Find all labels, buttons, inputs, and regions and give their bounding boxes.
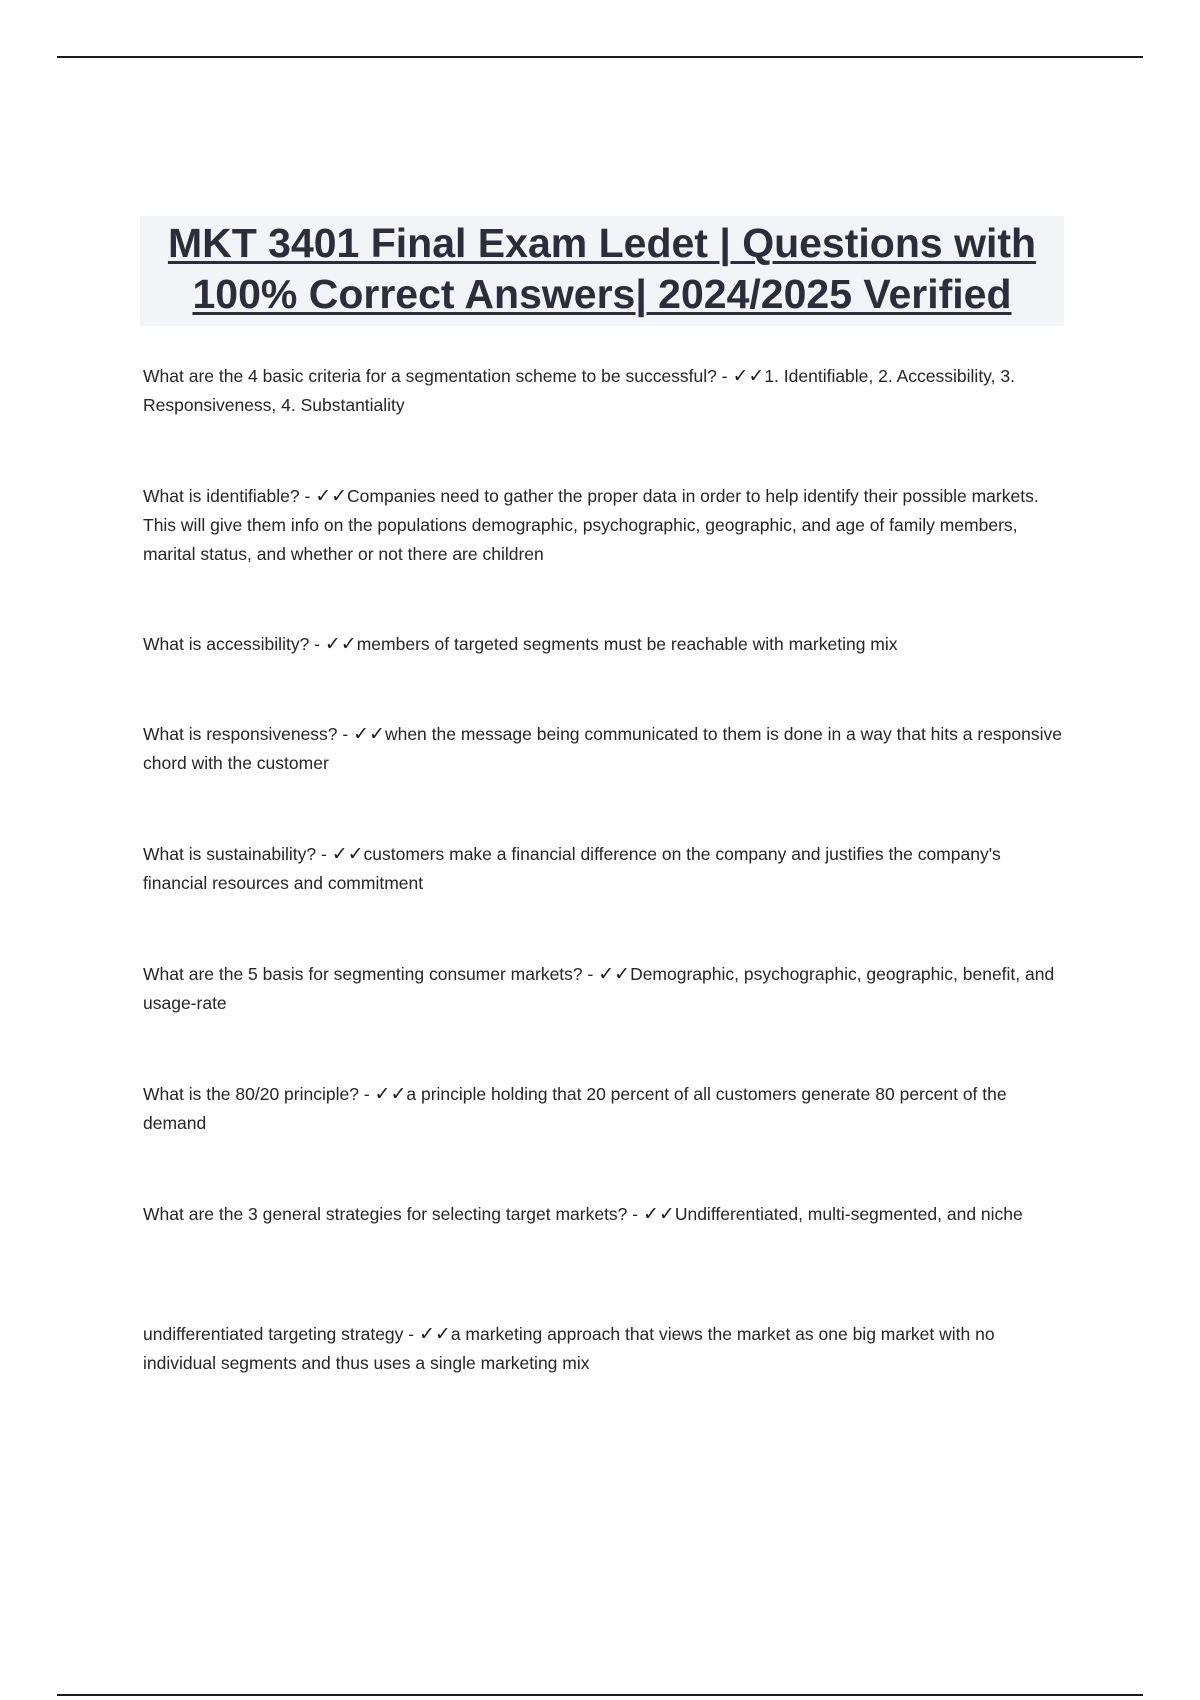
- check-mark-icon: ✓✓: [353, 723, 385, 745]
- check-mark-icon: ✓✓: [418, 1323, 451, 1345]
- header-rule: [57, 56, 1143, 58]
- title-line-1: MKT 3401 Final Exam Ledet | Questions with: [167, 220, 1037, 266]
- check-mark-icon: ✓✓: [331, 843, 364, 865]
- separator: -: [299, 486, 316, 506]
- qa-item: [143, 840, 1063, 898]
- separator: -: [716, 366, 733, 386]
- separator: -: [403, 1324, 419, 1344]
- document-title: [140, 216, 1064, 326]
- answer-text: 1. Identifiable, 2. Accessibility, 3. Responsiveness, 4. Substantiality: [143, 366, 1015, 415]
- separator: -: [316, 844, 332, 864]
- qa-item: [143, 362, 1063, 420]
- question-text: What is responsiveness?: [143, 724, 338, 744]
- answer-text: Companies need to gather the proper data in order to help identify their possible markets. This will give them info on the populations demographic, psychographic, geographic, and age of family members, marital status, and whether or not there are children: [143, 486, 1039, 564]
- separator: -: [627, 1204, 643, 1224]
- check-mark-icon: ✓✓: [598, 963, 631, 985]
- separator: -: [582, 964, 599, 984]
- answer-text: members of targeted segments must be reachable with marketing mix: [356, 634, 898, 654]
- check-mark-icon: ✓✓: [374, 1083, 407, 1105]
- check-mark-icon: ✓✓: [324, 633, 357, 655]
- separator: -: [337, 724, 354, 744]
- footer-rule: [57, 1694, 1143, 1696]
- qa-item: [143, 1200, 1063, 1229]
- qa-item: [143, 720, 1063, 778]
- check-mark-icon: ✓✓: [315, 485, 348, 507]
- qa-item: [143, 630, 1063, 659]
- answer-text: a marketing approach that views the market as one big market with no individual segments and thus uses a single marketing mix: [143, 1324, 995, 1373]
- question-text: What are the 3 general strategies for selecting target markets?: [143, 1204, 628, 1224]
- qa-item: [143, 960, 1063, 1018]
- question-text: What is sustainability?: [143, 844, 317, 864]
- question-text: What are the 4 basic criteria for a segmentation scheme to be successful?: [143, 366, 717, 386]
- check-mark-icon: ✓✓: [642, 1203, 675, 1225]
- question-text: What is accessibility?: [143, 634, 310, 654]
- answer-text: a principle holding that 20 percent of all customers generate 80 percent of the demand: [143, 1084, 1007, 1133]
- separator: -: [358, 1084, 375, 1104]
- qa-item: [143, 1320, 1063, 1378]
- question-text: What are the 5 basis for segmenting consumer markets?: [143, 964, 583, 984]
- question-text: What is identifiable?: [143, 486, 300, 506]
- answer-text: Demographic, psychographic, geographic, benefit, and usage-rate: [143, 964, 1055, 1013]
- title-line-2: 100% Correct Answers| 2024/2025 Verified: [192, 271, 1012, 317]
- answer-text: Undifferentiated, multi-segmented, and niche: [674, 1204, 1023, 1224]
- answer-text: customers make a financial difference on the company and justifies the company's financial resources and commitment: [143, 844, 1001, 893]
- qa-item: [143, 482, 1063, 569]
- qa-item: [143, 1080, 1063, 1138]
- separator: -: [309, 634, 325, 654]
- check-mark-icon: ✓✓: [732, 365, 765, 387]
- question-text: undifferentiated targeting strategy: [143, 1324, 404, 1344]
- answer-text: when the message being communicated to them is done in a way that hits a responsive chord with the customer: [143, 724, 1063, 773]
- question-text: What is the 80/20 principle?: [143, 1084, 359, 1104]
